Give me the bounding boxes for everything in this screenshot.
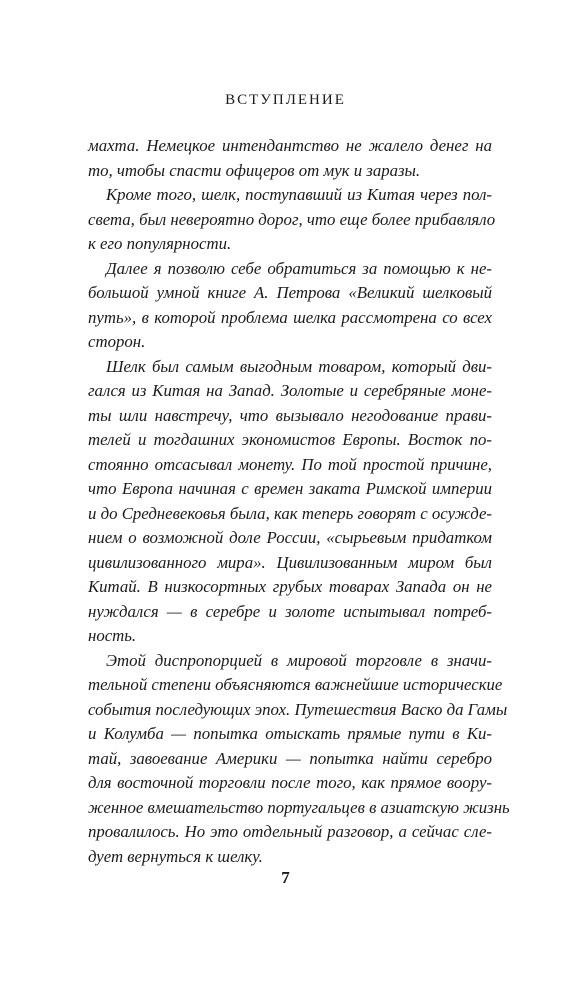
text-line: нием о возможной доле России, «сырьевым придатком: [88, 528, 492, 547]
text-line: Кроме того, шелк, поступавший из Китая через пол-: [106, 185, 492, 204]
text-line: что Европа начиная с времен заката Римской империи: [88, 479, 492, 498]
text-line: к его популярности.: [88, 234, 232, 253]
text-line: женное вмешательство португальцев в азиатскую жизнь: [88, 797, 510, 817]
text-line: света, был невероятно дорог, что еще более прибавляло: [88, 209, 496, 229]
text-line: махта. Немецкое интендантство не жалело денег на: [88, 136, 492, 155]
text-line: нуждался — в серебре и золоте испытывал потреб-: [88, 601, 492, 621]
text-line: гался из Китая на Запад. Золотые и серебряные моне-: [88, 381, 492, 400]
text-line: и Колумба — попытка отыскать прямые пути в Ки-: [88, 724, 492, 743]
running-title: ВСТУПЛЕНИЕ: [225, 92, 346, 108]
body-text: [88, 134, 510, 869]
text-line: Шелк был самым выгодным товаром, который дви-: [106, 356, 492, 376]
text-line: то, чтобы спасти офицеров от мук и заразы.: [88, 160, 421, 180]
text-line: путь», в которой проблема шелка рассмотрена со всех: [88, 307, 492, 327]
text-line: телей и тогдашних экономистов Европы. Восток по-: [88, 430, 492, 449]
text-line: цивилизованного мира». Цивилизованным миром был: [88, 552, 492, 572]
text-line: тай, завоевание Америки — попытка найти серебро: [88, 748, 492, 768]
text-line: Китай. В низкосортных грубых товарах Запада он не: [88, 577, 492, 596]
text-line: дует вернуться к шелку.: [88, 846, 263, 866]
text-line: события последующих эпох. Путешествия Васко да Гамы: [88, 699, 508, 719]
text-line: и до Средневековья была, как теперь говорят с осужде-: [88, 503, 492, 523]
text-line: Далее я позволю себе обратиться за помощью к не-: [106, 258, 492, 278]
text-line: стоянно отсасывал монету. По той простой причине,: [88, 454, 492, 474]
text-line: ность.: [88, 626, 137, 645]
text-line: для восточной торговли после того, как прямое воору-: [88, 773, 492, 792]
text-line: Этой диспропорцией в мировой торговле в значи-: [106, 650, 492, 670]
text-line: сторон.: [88, 332, 146, 351]
text-line: тельной степени объясняются важнейшие исторические: [88, 675, 503, 694]
text-line: большой умной книге А. Петрова «Великий шелковый: [88, 283, 492, 302]
text-line: ты шли навстречу, что вызывало негодование прави-: [88, 405, 492, 425]
page-number: 7: [281, 868, 290, 887]
text-line: провалилось. Но это отдельный разговор, а сейчас сле-: [88, 822, 492, 841]
